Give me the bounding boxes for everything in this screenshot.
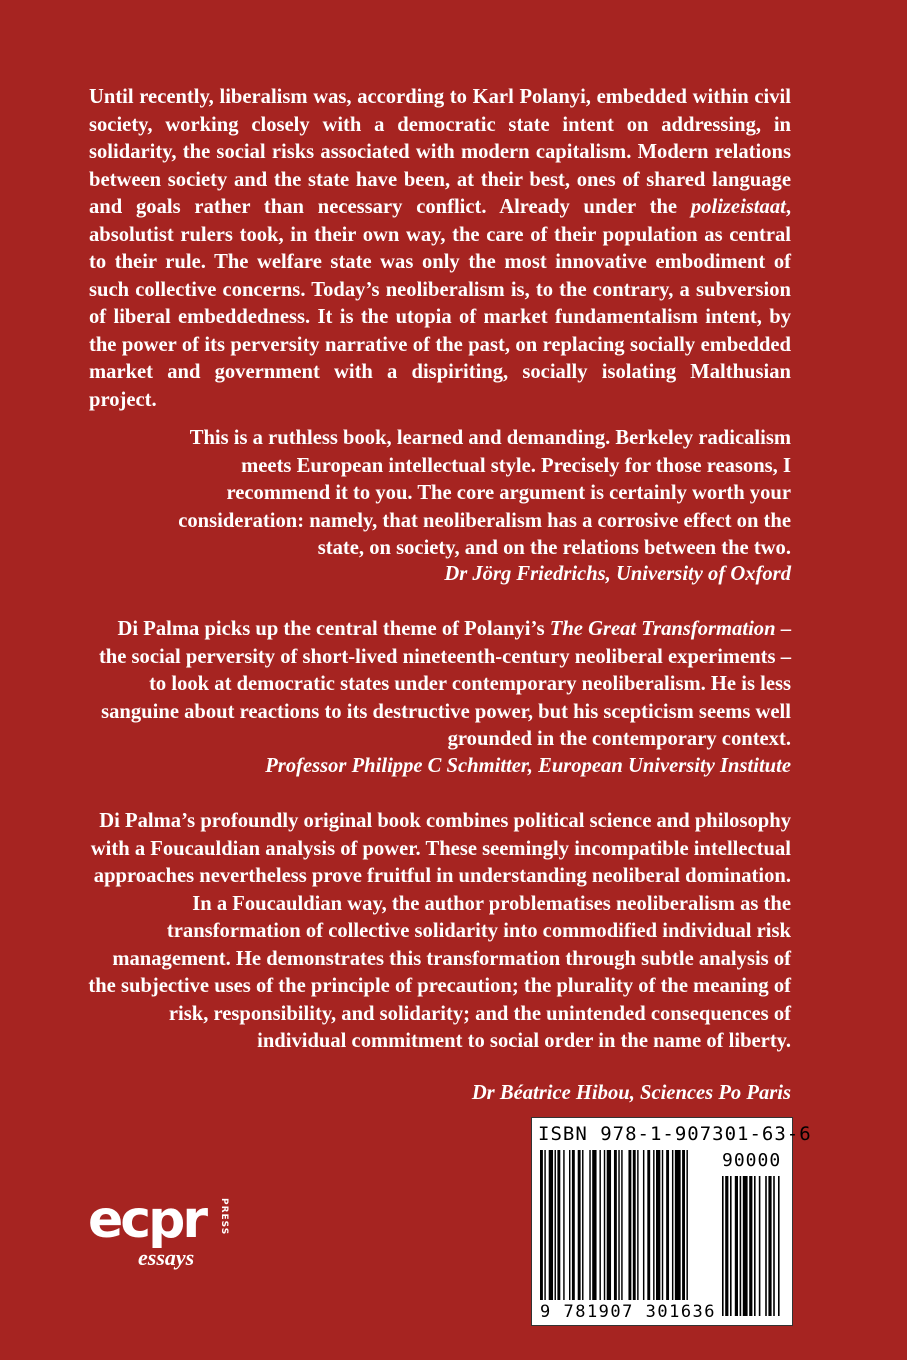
endorsement-2-text: Di Palma picks up the central theme of Polanyi’s The Great Transformation – the social perversity of short-lived nineteenth-century neoliberal experiments – to look at democratic states under contemporary neoliberalism. He is less sanguine about reactions to its destructive power, but his scepticism seems well grounded in the contemporary context.	[98, 618, 791, 750]
intro-paragraph: Until recently, liberalism was, according to Karl Polanyi, embedded within civil society, working closely with a democratic state intent on addressing, in solidarity, the social risks associated with modern capitalism. Modern relations between society and the state have been, at their best, ones of shared language and goals rather than necessary conflict. Already under the polizeistaat, absolutist rulers took, in their own way, the care of their population as central to their rule. The welfare state was only the most innovative embodiment of such collective concerns. Today’s neoliberalism is, to the contrary, a subversion of liberal embeddedness. It is the utopia of market fundamentalism intent, by the power of its perversity narrative of the past, on replacing socially embedded market and government with a dispiriting, socially isolating Malthusian project.	[89, 86, 791, 411]
barcode-bar	[544, 1150, 545, 1300]
barcode-bar	[637, 1150, 638, 1300]
isbn-label: ISBN 978-1-907301-63-6	[538, 1123, 812, 1145]
barcode-addon-bar	[743, 1176, 748, 1316]
barcode-bar	[643, 1150, 644, 1300]
barcode-bar	[647, 1150, 650, 1300]
endorsement-2-attribution: Professor Philippe C Schmitter, European University Institute	[265, 755, 791, 777]
barcode-addon-bar	[778, 1176, 780, 1316]
logo-press-label: PRESS	[219, 1198, 229, 1236]
endorsement-3-text: Di Palma’s profoundly original book combines political science and philosophy with a Foucauldian analysis of power. These seemingly incompatible intellectual approaches nevertheless prove fruitful in understanding neoliberal domination. In a Foucauldian way, the author problematises neoliberalism as the transformation of collective solidarity into commodified individual risk management. He demonstrates this transformation through subtle analysis of the subjective uses of the principle of precaution; the plurality of the meaning of risk, responsibility, and solidarity; and the unintended consequences of individual commitment to social order in the name of liberty.	[88, 810, 791, 1052]
barcode-bar	[656, 1150, 660, 1300]
barcode-addon-bar	[754, 1176, 756, 1316]
barcode-bar	[653, 1150, 654, 1300]
logo-wordmark: ecpr	[88, 1190, 205, 1250]
barcode-addon-bar	[759, 1176, 761, 1316]
barcode-bar	[572, 1150, 575, 1300]
barcode-bar	[582, 1150, 583, 1300]
barcode-bar	[569, 1150, 570, 1300]
logo-series-label: essays	[138, 1245, 195, 1270]
price-code: 90000	[722, 1150, 782, 1171]
barcode-bar	[592, 1150, 596, 1300]
barcode-bar	[614, 1150, 617, 1300]
isbn-barcode	[531, 1117, 812, 1326]
endorsement-3-attribution: Dr Béatrice Hibou, Sciences Po Paris	[471, 1082, 791, 1104]
barcode-bar	[672, 1150, 673, 1300]
barcode-bar	[563, 1150, 564, 1300]
barcode-bar	[618, 1150, 619, 1300]
barcode-addon-bar	[730, 1176, 732, 1316]
barcode-bar	[557, 1150, 560, 1300]
barcode-bar	[589, 1150, 590, 1300]
endorsement-1-attribution: Dr Jörg Friedrichs, University of Oxford	[444, 563, 791, 585]
book-title-italic: The Great Transformation	[549, 618, 776, 640]
barcode-addon-bar	[768, 1176, 771, 1316]
barcode-bar	[628, 1150, 631, 1300]
ean-number: 9 781907 301636	[540, 1302, 717, 1322]
barcode-bar	[604, 1150, 605, 1300]
barcode-bar	[666, 1150, 669, 1300]
barcode-addon-bar	[749, 1176, 752, 1316]
ecpr-press-logo	[88, 1190, 248, 1290]
barcode-bar	[675, 1150, 681, 1300]
barcode-bar	[621, 1150, 622, 1300]
barcode-bar	[555, 1150, 556, 1300]
barcode-bar	[599, 1150, 600, 1300]
barcode-bar	[682, 1150, 685, 1300]
barcode-bar	[662, 1150, 663, 1300]
barcode-addon-bar	[735, 1176, 738, 1316]
barcode-addon-bar	[765, 1176, 767, 1316]
barcode-bar	[578, 1150, 581, 1300]
barcode-bar	[686, 1150, 687, 1300]
barcode-addon-bar	[725, 1176, 728, 1316]
barcode-bar	[633, 1150, 636, 1300]
barcode-bar	[607, 1150, 611, 1300]
italic-term: polizeistaat	[690, 196, 786, 218]
barcode-addon-bar	[722, 1176, 724, 1316]
barcode-bar	[549, 1150, 553, 1300]
endorsement-1-text: This is a ruthless book, learned and demanding. Berkeley radicalism meets European intellectual style. Precisely for those reasons, I recommend it to you. The core argument is certainly worth your consideration: namely, that neoliberalism has a corrosive effect on the state, on society, and on the relations between the two.	[178, 427, 791, 559]
barcode-bar	[540, 1150, 543, 1300]
barcode-addon-bar	[773, 1176, 775, 1316]
barcode-addon-bar	[740, 1176, 742, 1316]
